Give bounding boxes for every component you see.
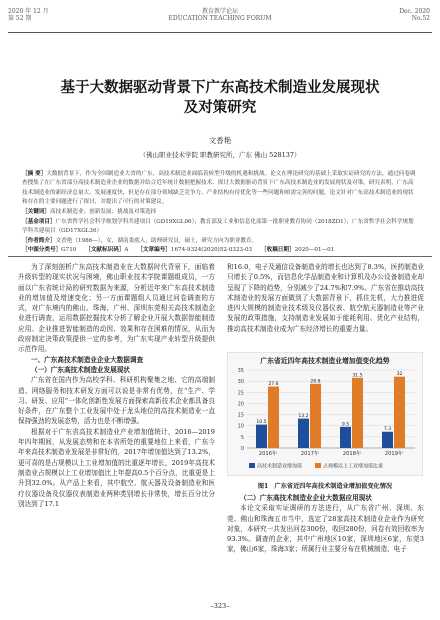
article-meta <box>22 246 418 255</box>
section-heading-1: 一、广东高技术制造业企业大数据调查 <box>31 355 144 364</box>
header-center <box>0 8 440 22</box>
abstract-label: ［摘 要］ <box>22 171 47 177</box>
y-tick-label: 30 <box>237 379 244 386</box>
body-paragraph-2: 广东省在国内作为高校学科、科研机构聚集之地、它的高端制造、网络服务和技术研发方面可以说是非常有优势，在“生产、学习、研发、应用”一体化创新性发展方面探索高新技术企业都具备良好条件，在广东整个工业发展中处于龙头地位的高技术制造业一直保持强劲的发展态势，活力也是不断增强。 <box>18 376 215 426</box>
y-tick-label: 10 <box>237 423 244 430</box>
keywords-text: 高技术制造业；创新发展；挑战及对策选择 <box>49 209 157 215</box>
fund-label: ［基金项目］ <box>22 219 56 225</box>
y-tick-label: 20 <box>237 401 244 408</box>
title-line-2: 及对策研究 <box>183 99 257 116</box>
body-paragraph-3: 根据对于广东省高技术制造业产业增加值统计，2016—2019年四年期间，从发展态势和在本省所处的重要地位上来看，广东今年来高技术制造业发展是非常好的，2017年增加值达到了13.2%，更可喜的是占规模以上工业增加值的比重逐年增长，2019年高技术制造业占规模以上工业增加值比上年提高0.5个百分点，比重更是上升到32.0%。从产品上来看，其中航空、航天器及设备制造业和医疗仪器设备及仪器仪表制造业两种类别增长非常快，增长百分比分别达到了17.1 <box>18 427 215 508</box>
figure-1 <box>227 352 423 476</box>
header-date-left: 2020 年 12 月 <box>8 8 49 15</box>
right-paragraph-1: 和16.0，电子及通信设备制造业的增长也达到了8.3%，医药制造业只增长了0.5%，而信息化学品制造业和计算机及办公设备制造业却呈现了下降的趋势，分别减少了24.7%和7.9%。广东省在推动高技术制造业的发展方面做到了大数据背景下，抓住先机，大力推进促进四大规模的制造业技术级及仪器仪表、航空航天器制造业等产业发展的政策措施，支持制造业发展如于能耗利用、优化产业结构，推动高技术制造业成为广东经济增长的重要力量。 <box>227 263 424 333</box>
meta-doc-label: ［文献标识码］ <box>85 247 125 253</box>
y-tick-label: 15 <box>237 412 244 419</box>
meta-art: 1674-9324(2020)52-0323-03 <box>170 247 253 253</box>
bar-added-value <box>382 432 393 448</box>
x-tick-label: 2017年 <box>300 451 320 457</box>
y-tick-label: 35 <box>237 368 244 374</box>
subsection-heading-1: （一）广东高技术制造业发展现状 <box>31 365 130 374</box>
subsection-heading-2: （二）广东高技术制造业企业大数据应用现状 <box>240 494 372 502</box>
meta-art-label: ［文章编号］ <box>137 247 171 253</box>
meta-cls: G710 <box>61 247 77 253</box>
author-affiliation: （佛山职业技术学院 职教研究所，广东 佛山 528137） <box>139 151 301 159</box>
abstract <box>22 170 418 208</box>
legend-swatch <box>249 463 255 468</box>
x-tick-label: 2019年 <box>384 451 404 457</box>
data-label: 31.5 <box>352 373 363 379</box>
bar-share <box>268 386 279 448</box>
bio-label: ［作者简介］ <box>22 238 56 244</box>
page-number: –323– <box>210 602 230 610</box>
fund-project <box>22 218 418 237</box>
title-line-1: 基于大数据驱动背景下广东高技术制造业发展现状 <box>60 79 380 96</box>
data-label: 9.5 <box>341 422 350 428</box>
legend-label: 占规模以上工业增加值比重 <box>323 463 384 470</box>
bar-share <box>394 377 405 448</box>
author-bio <box>22 237 418 246</box>
running-header <box>0 8 440 34</box>
article-title <box>0 78 440 118</box>
bar-added-value <box>340 427 351 448</box>
x-tick-label: 2016年 <box>258 451 278 457</box>
data-label: 27.6 <box>268 381 279 387</box>
figure-caption: 图1 广东省近四年高技术制造业增加值变化情况 <box>257 483 393 490</box>
header-right <box>399 8 430 22</box>
data-label: 28.8 <box>310 379 321 385</box>
data-label: 13.2 <box>298 414 309 420</box>
right-column-top <box>227 262 424 334</box>
intro-paragraph: 为了深刻剖析广东高技术制造业在大数据时代背景下，面临着升级转型的现实状况与困境，佛山职业技术学院课题组成员，一方面以广东省统计局的研究数据为来源，分析近年来广东高技术制造业的增加值及增速变化；另一方面课题组人员通过问卷调查的方式，对广东境内的佛山、珠海、广州、深圳东莞相关高技术制造企业进行调查，运用数据挖掘技术分析了解企业开展大数据智能制造应用、企业推进智能制造的动因、效果和存在困难的情况，从而为政府制定决策政策提供一定的参考，为广东实现产业转型升级提供示范作用。 <box>18 263 215 354</box>
keywords <box>22 208 418 217</box>
y-tick-label: 0 <box>240 446 244 452</box>
journal-name-en: EDUCATION TEACHING FORUM <box>168 15 272 22</box>
fund-text: 广东省哲学社会科学规划学科共建项目（GD19XGL06）；教育部及工业和信息化部第一批职业教育协同（2018ZD1）；广东省哲学社会科学规划学科共建项目（GD17XGL36） <box>22 219 414 235</box>
y-tick-label: 5 <box>240 434 244 441</box>
bar-share <box>310 384 321 448</box>
right-column-bottom <box>227 493 424 555</box>
bar-share <box>352 378 363 448</box>
header-rule <box>8 32 432 33</box>
meta-recv: 2020—01—01 <box>294 247 335 253</box>
header-issue-left: 第 52 期 <box>8 15 32 22</box>
left-column <box>18 262 215 509</box>
chart-frame <box>227 352 423 476</box>
meta-cls-label: ［中图分类号］ <box>22 247 62 253</box>
meta-doc: A <box>124 247 129 253</box>
meta-recv-label: ［收稿日期］ <box>261 247 295 253</box>
bar-added-value <box>256 425 267 448</box>
data-label: 7.3 <box>383 427 392 433</box>
bar-added-value <box>298 419 309 448</box>
bar-chart <box>227 352 423 476</box>
author-name: 文香艳 <box>208 136 232 145</box>
y-tick-label: 25 <box>237 390 244 397</box>
keywords-label: ［关键词］ <box>22 209 50 215</box>
abstract-divider <box>8 256 432 257</box>
journal-name-cn: 教育教学论坛 <box>201 8 238 15</box>
chart-title: 广东省近四年高技术制造业增加值变化趋势 <box>260 357 390 365</box>
bio-text: 文香艳（1986—），女，湖南娄底人，助理研究员，硕士，研究方向为职业教育。 <box>55 238 258 244</box>
legend-swatch <box>315 463 321 468</box>
x-tick-label: 2018年 <box>342 451 362 457</box>
legend-label: 高技术制造业增加值 <box>257 463 303 470</box>
data-label: 10.5 <box>256 420 267 426</box>
header-date-right: Dec. 2020 <box>399 8 430 15</box>
right-paragraph-2: 本论文采取实证调研的方法进行，从广东省广州、深圳、东莞、佛山和珠海五市当中，选定了28家高技术制造业企业作为研究对象，本研究一共发出问卷300份，收回280份，问卷有效回收率为93.3%。调查的企业，其中广州地区10家，深圳地区6家，东莞3家，佛山6家，珠海3家；所属行业主要分布在机械制造、电子 <box>227 504 424 554</box>
header-issue-right: No.52 <box>411 15 430 22</box>
data-label: 32 <box>396 372 403 378</box>
abstract-text: 大数据背景下，作为全国制造业大省的广东，高技术制造业面临着转型升级的机遇和挑战。论文在理论研究的基础上采取实证研究的方法，通过问卷调查搜集了在广东省部分高技术制造业企业的数据并结合近年统计数据把握技术、探讨大数据驱动背景下广东高技术制造业的发展现状及对策。研究表明，广东高技术制造业的新经济总量大、发展速度快，但是存在部分领域缺乏竞争力、产业结构有待优化等一些问题和亟需完善的问题，论文针对广东高技术制造业的现状和存在的主要问题进行了探讨，并提出了可行的对策建议。 <box>22 171 416 206</box>
